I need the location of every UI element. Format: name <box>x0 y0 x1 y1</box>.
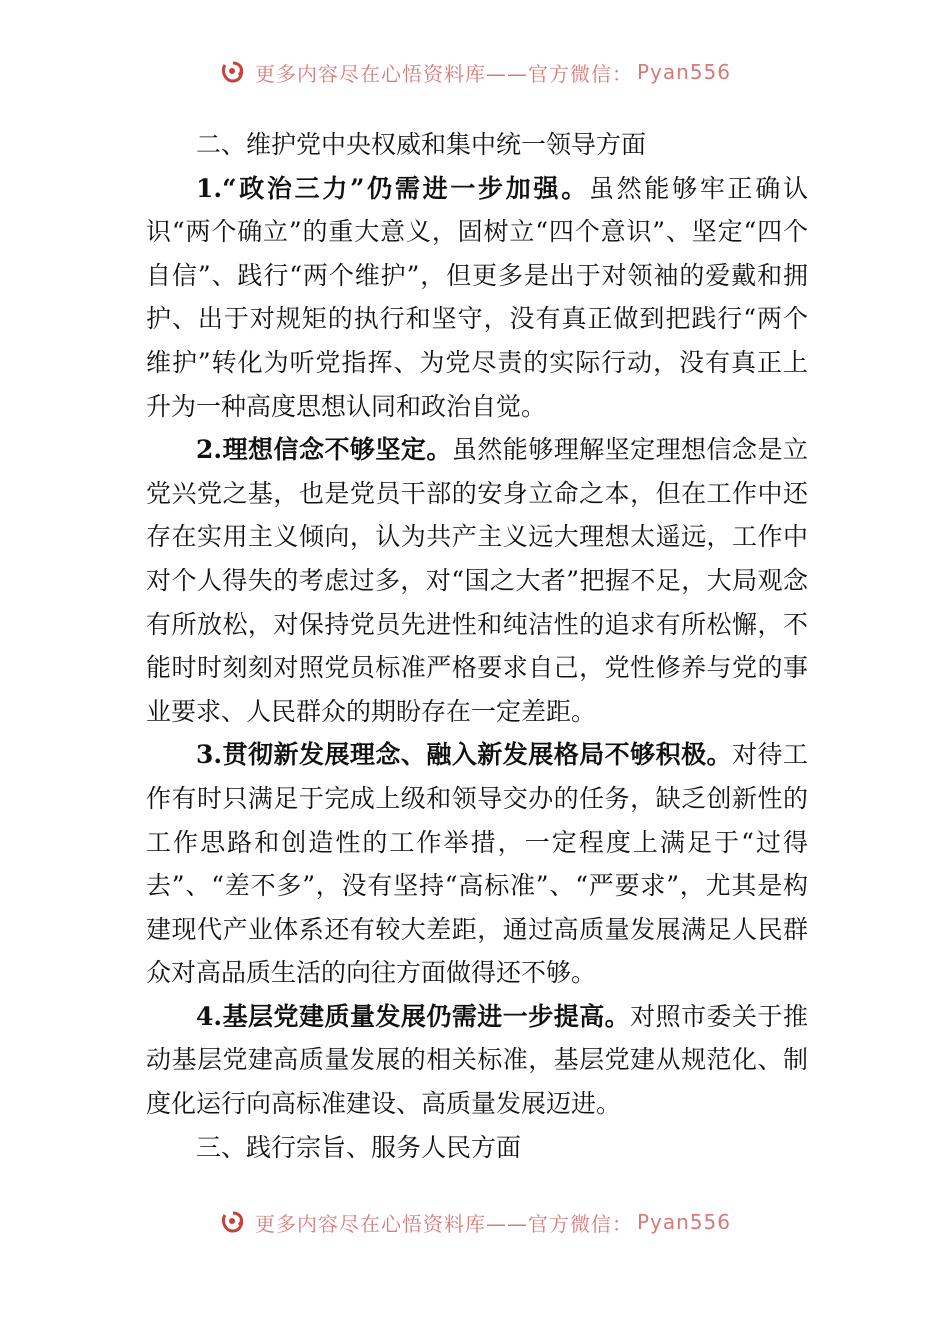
paragraph-4 <box>146 995 808 1126</box>
paragraph-2 <box>146 428 808 733</box>
section-heading-3 <box>146 1126 808 1170</box>
watermark-footer <box>0 1202 950 1242</box>
watermark-text: 更多内容尽在心悟资料库——官方微信： <box>254 1211 633 1236</box>
watermark-id: Pyan556 <box>636 1210 731 1234</box>
paragraph-text: 虽然能够牢正确认识“两个确立”的重大意义，固树立“四个意识”、坚定“四个自信”、践行“两个维护”，但更多是出于对领袖的爱戴和拥护、出于对规矩的执行和坚守，没有真正做到把践行“两个维护”转化为听党指挥、为党尽责的实际行动，没有真正上升为一种高度思想认同和政治自觉。 <box>146 173 808 421</box>
paragraph-text: 对待工作有时只满足于完成上级和领导交办的任务，缺乏创新性的工作思路和创造性的工作举措，一定程度上满足于“过得去”、“差不多”，没有坚持“高标准”、“严要求”，尤其是构建现代产业体系还有较大差距，通过高质量发展满足人民群众对高品质生活的向往方面做得还不够。 <box>146 740 808 988</box>
section-heading-2 <box>146 123 808 167</box>
brand-logo-icon <box>219 1207 249 1237</box>
watermark-text: 更多内容尽在心悟资料库——官方微信： <box>254 61 633 86</box>
paragraph-3 <box>146 733 808 995</box>
document-body <box>146 123 808 1169</box>
watermark-header <box>0 52 950 92</box>
paragraph-heading: 2.理想信念不够坚定。 <box>196 435 452 465</box>
paragraph-heading: 3.贯彻新发展理念、融入新发展格局不够积极。 <box>196 740 733 770</box>
paragraph-text: 二、维护党中央权威和集中统一领导方面 <box>196 130 647 159</box>
paragraph-heading: 1.“政治三力”仍需进一步加强。 <box>196 173 589 203</box>
paragraph-text: 三、践行宗旨、服务人民方面 <box>196 1132 522 1162</box>
watermark-id: Pyan556 <box>636 60 731 84</box>
paragraph-heading: 4.基层党建质量发展仍需进一步提高。 <box>196 1001 631 1031</box>
paragraph-1 <box>146 167 808 429</box>
paragraph-text: 虽然能够理解坚定理想信念是立党兴党之基，也是党员干部的安身立命之本，但在工作中还存在实用主义倾向，认为共产主义远大理想太遥远，工作中对个人得失的考虑过多，对“国之大者”把握不足，大局观念有所放松，对保持党员先进性和纯洁性的追求有所松懈，不能时时刻刻对照党员标准严格要求自己，党性修养与党的事业要求、人民群众的期盼存在一定差距。 <box>146 435 808 726</box>
paragraph-text: 对照市委关于推动基层党建高质量发展的相关标准，基层党建从规范化、制度化运行向高标准建设、高质量发展迈进。 <box>146 1001 808 1119</box>
brand-logo-icon <box>219 57 249 87</box>
